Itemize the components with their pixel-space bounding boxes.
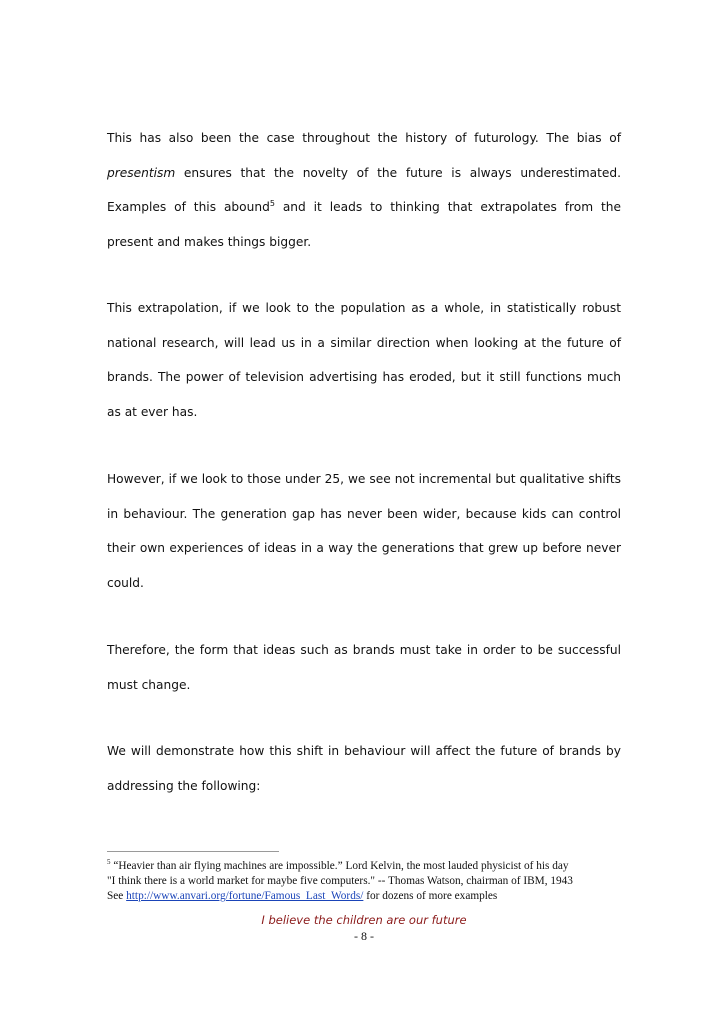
footnote-line-3 — [107, 888, 627, 905]
footnote-line-2: "I think there is a world market for maybe five computers." -- Thomas Watson, chairman of IBM, 1943 — [107, 875, 573, 887]
footnote-reference[interactable]: 5 — [269, 198, 275, 208]
footnote-kelvin-quote: “Heavier than air flying machines are impossible.” Lord Kelvin, the most lauded physicist of his day — [110, 860, 569, 872]
page-number: - 8 - — [354, 929, 374, 943]
paragraph-3: However, if we look to those under 25, we see not incremental but qualitative shifts in behaviour. The generation gap has never been wider, because kids can control their own experiences of ideas in a way the generations that grew up before never could. — [107, 472, 621, 590]
paragraph-1 — [107, 121, 621, 259]
footnote-see-prefix: See — [107, 890, 127, 902]
footnote-see-suffix: for dozens of more examples — [363, 890, 498, 902]
presentism-term: presentism — [107, 165, 176, 180]
paragraph-5: We will demonstrate how this shift in behaviour will affect the future of brands by addressing the following: — [107, 744, 621, 793]
paragraph-1-part-d: and it leads to thinking that extrapolates from the present and makes things bigger. — [107, 200, 621, 249]
running-footer-title: I believe the children are our future — [261, 913, 467, 927]
paragraph-2: This extrapolation, if we look to the population as a whole, in statistically robust national research, will lead us in a similar direction when looking at the future of brands. The power of television advertising has eroded, but it still functions much as at ever has. — [107, 301, 621, 419]
footnote-number: 5 — [107, 858, 111, 867]
famous-last-words-link[interactable]: http://www.anvari.org/fortune/Famous_Last_Words/ — [126, 890, 364, 902]
paragraph-1-part-c: ensures that the novelty of the future is always underestimated. Examples of this abound — [107, 165, 621, 214]
paragraph-1-part-a: This has also been the case throughout the history of futurology. The bias of — [107, 131, 621, 145]
paragraph-4: Therefore, the form that ideas such as brands must take in order to be successful must change. — [107, 643, 621, 692]
footnote-separator — [107, 851, 279, 852]
